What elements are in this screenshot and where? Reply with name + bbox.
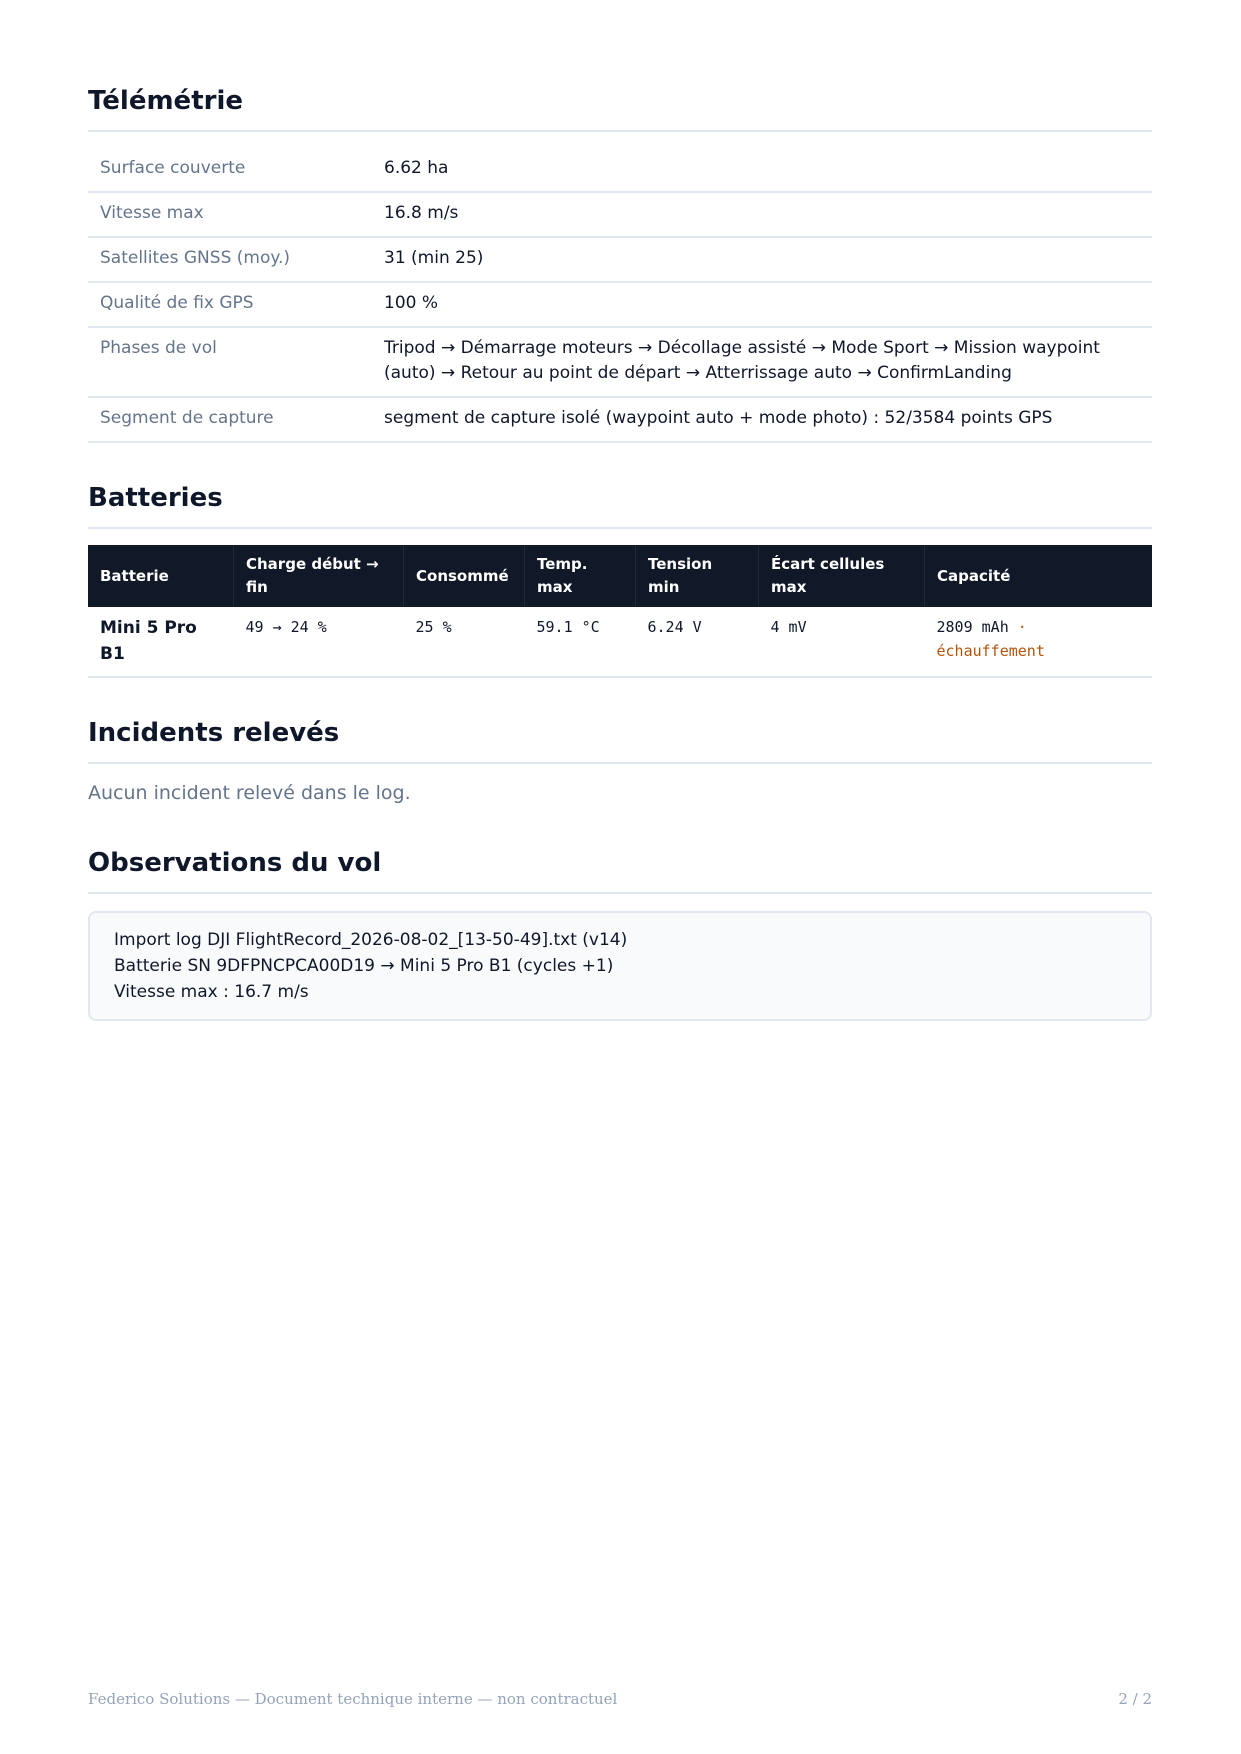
table-header-row	[88, 545, 1152, 607]
page-number: 2 / 2	[1118, 1690, 1152, 1708]
page-footer	[88, 1690, 1152, 1708]
row-value: 100 %	[358, 282, 1152, 327]
column-header: Tension min	[636, 545, 759, 607]
charge-cell: 49 → 24 %	[234, 607, 404, 677]
observations-box	[88, 911, 1152, 1021]
cell-gap-cell: 4 mV	[759, 607, 925, 677]
table-row	[88, 607, 1152, 677]
capacity-warning: échauffement	[936, 642, 1045, 660]
observation-line: Import log DJI FlightRecord_2026-08-02_[13-50-49].txt (v14)	[114, 930, 628, 950]
row-value: 16.8 m/s	[358, 192, 1152, 237]
page	[88, 0, 1152, 1021]
row-label: Segment de capture	[88, 397, 358, 442]
observations-title: Observations du vol	[88, 848, 1152, 894]
row-value: 6.62 ha	[358, 148, 1152, 192]
table-row	[88, 237, 1152, 282]
capacity-cell	[925, 607, 1153, 677]
table-row	[88, 327, 1152, 397]
observation-line: Batterie SN 9DFPNCPCA00D19 → Mini 5 Pro B1 (cycles +1)	[114, 956, 614, 976]
battery-name: Mini 5 Pro B1	[88, 607, 234, 677]
capacity-separator: ·	[1017, 618, 1027, 636]
row-label: Phases de vol	[88, 327, 358, 397]
incidents-empty-text: Aucun incident relevé dans le log.	[88, 782, 411, 804]
telemetry-title: Télémétrie	[88, 86, 1152, 132]
column-header: Consommé	[404, 545, 525, 607]
row-value: 31 (min 25)	[358, 237, 1152, 282]
capacity-value: 2809 mAh	[936, 618, 1009, 636]
consumed-cell: 25 %	[404, 607, 525, 677]
column-header: Capacité	[925, 545, 1153, 607]
incidents-title: Incidents relevés	[88, 718, 1152, 764]
column-header: Batterie	[88, 545, 234, 607]
row-label: Satellites GNSS (moy.)	[88, 237, 358, 282]
batteries-title: Batteries	[88, 483, 1152, 529]
column-header: Charge début → fin	[234, 545, 404, 607]
table-row	[88, 148, 1152, 192]
voltage-min-cell: 6.24 V	[636, 607, 759, 677]
telemetry-table	[88, 148, 1152, 443]
observation-line: Vitesse max : 16.7 m/s	[114, 982, 309, 1002]
temp-max-cell: 59.1 °C	[525, 607, 636, 677]
table-row	[88, 397, 1152, 442]
row-value: Tripod → Démarrage moteurs → Décollage assisté → Mode Sport → Mission waypoint (auto) → Retour au point de départ → Atterrissage auto → ConfirmLanding	[358, 327, 1152, 397]
column-header: Temp. max	[525, 545, 636, 607]
row-label: Qualité de fix GPS	[88, 282, 358, 327]
row-label: Surface couverte	[88, 148, 358, 192]
table-row	[88, 192, 1152, 237]
column-header: Écart cellules max	[759, 545, 925, 607]
footer-text: Federico Solutions — Document technique interne — non contractuel	[88, 1690, 618, 1708]
row-label: Vitesse max	[88, 192, 358, 237]
batteries-table	[88, 545, 1152, 678]
table-row	[88, 282, 1152, 327]
row-value: segment de capture isolé (waypoint auto + mode photo) : 52/3584 points GPS	[358, 397, 1152, 442]
